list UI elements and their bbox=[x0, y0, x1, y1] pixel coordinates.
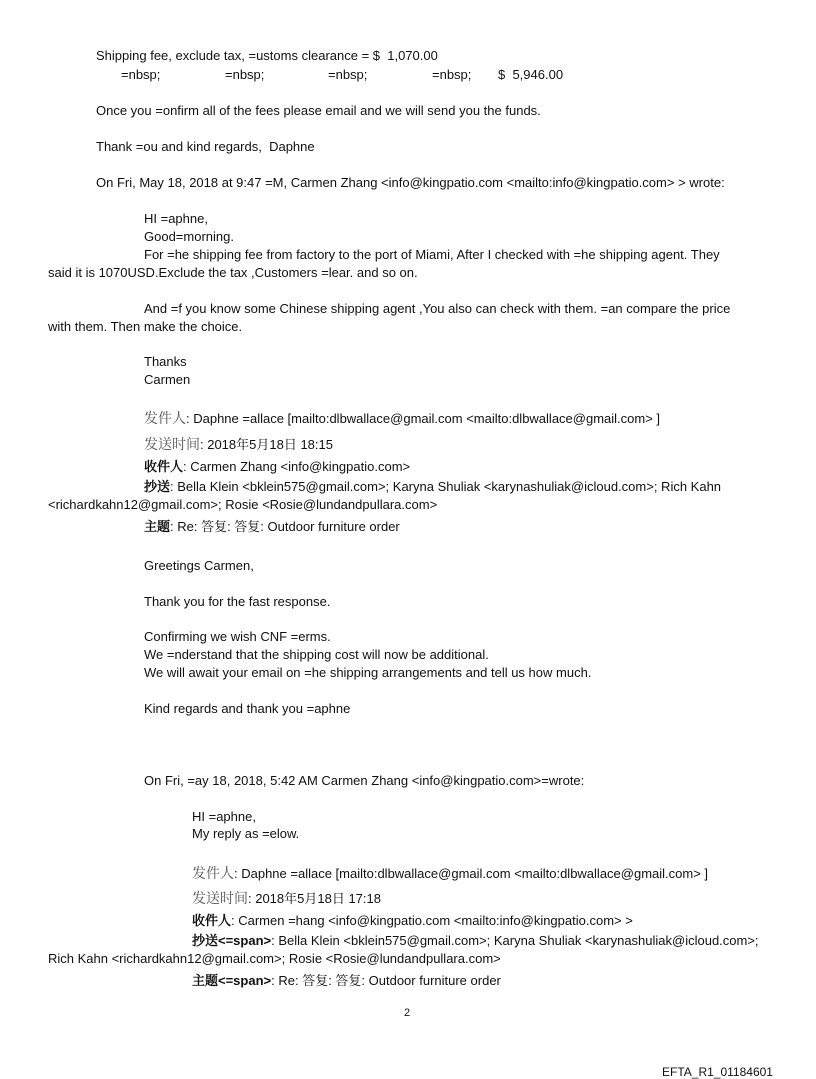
body-text: with them. Then make the choice. bbox=[48, 319, 243, 334]
header-cc-cont: <richardkahn12@gmail.com>; Rosie <Rosie@lundandpullara.com> bbox=[48, 497, 438, 512]
bates-number: EFTA_R1_01184601 bbox=[662, 1065, 773, 1079]
body-text: Thank you for the fast response. bbox=[144, 594, 331, 609]
sent-value: : 2018年5月18日 18:15 bbox=[200, 437, 333, 452]
header-cc bbox=[192, 933, 759, 949]
body-text: Carmen bbox=[144, 372, 191, 387]
body-text: Greetings Carmen, bbox=[144, 558, 254, 573]
to-label: 收件人 bbox=[144, 459, 184, 474]
body-text: For =he shipping fee from factory to the port of Miami, After I checked with =he shipping agent. They bbox=[144, 247, 720, 262]
cc-label: 抄送<=span> bbox=[192, 933, 272, 948]
body-text: Confirming we wish CNF =erms. bbox=[144, 629, 331, 644]
sent-value: : 2018年5月18日 17:18 bbox=[248, 891, 381, 906]
body-text: My reply as =elow. bbox=[192, 826, 300, 841]
from-label: 发件人 bbox=[192, 865, 234, 881]
body-text: Kind regards and thank you =aphne bbox=[144, 701, 351, 716]
nbsp-1: =nbsp; bbox=[121, 67, 161, 82]
page-number: 2 bbox=[404, 1007, 411, 1019]
nbsp-3: =nbsp; bbox=[328, 67, 368, 82]
body-text: Thanks bbox=[144, 354, 187, 369]
to-label: 收件人 bbox=[192, 913, 232, 928]
subject-label: 主题 bbox=[144, 519, 171, 534]
body-text: HI =aphne, bbox=[144, 211, 208, 226]
total-amount: $ 5,946.00 bbox=[498, 67, 564, 82]
header-sent bbox=[144, 436, 333, 453]
to-value: : Carmen Zhang <info@kingpatio.com> bbox=[183, 459, 411, 474]
body-text: Once you =onfirm all of the fees please email and we will send you the funds. bbox=[96, 103, 541, 118]
body-text: Good=morning. bbox=[144, 229, 234, 244]
body-text: HI =aphne, bbox=[192, 809, 256, 824]
quote-header: On Fri, =ay 18, 2018, 5:42 AM Carmen Zhang <info@kingpatio.com>=wrote: bbox=[144, 773, 585, 788]
header-to bbox=[192, 913, 633, 929]
from-value: : Daphne =allace [mailto:dlbwallace@gmail.com <mailto:dlbwallace@gmail.com> ] bbox=[234, 866, 709, 881]
body-text: We =nderstand that the shipping cost will now be additional. bbox=[144, 647, 489, 662]
subject-value: : Re: 答复: 答复: Outdoor furniture order bbox=[170, 519, 400, 534]
sent-label: 发送时间 bbox=[192, 890, 248, 906]
header-from bbox=[192, 865, 708, 882]
sent-label: 发送时间 bbox=[144, 436, 200, 452]
header-cc-cont: Rich Kahn <richardkahn12@gmail.com>; Rosie <Rosie@lundandpullara.com> bbox=[48, 951, 501, 966]
body-text: We will await your email on =he shipping arrangements and tell us how much. bbox=[144, 665, 592, 680]
cc-value: : Bella Klein <bklein575@gmail.com>; Karyna Shuliak <karynashuliak@icloud.com>; Rich Kahn bbox=[170, 479, 722, 494]
from-value: : Daphne =allace [mailto:dlbwallace@gmail.com <mailto:dlbwallace@gmail.com> ] bbox=[186, 411, 661, 426]
header-subject bbox=[192, 973, 501, 989]
subject-value: : Re: 答复: 答复: Outdoor furniture order bbox=[271, 973, 501, 988]
cc-label: 抄送 bbox=[144, 479, 171, 494]
nbsp-2: =nbsp; bbox=[225, 67, 265, 82]
body-text: Thank =ou and kind regards, Daphne bbox=[96, 139, 315, 154]
header-to bbox=[144, 459, 410, 475]
header-cc bbox=[144, 479, 721, 495]
to-value: : Carmen =hang <info@kingpatio.com <mailto:info@kingpatio.com> > bbox=[231, 913, 633, 928]
body-text: And =f you know some Chinese shipping agent ,You also can check with them. =an compare the price bbox=[144, 301, 731, 316]
subject-label: 主题<=span> bbox=[192, 973, 272, 988]
header-from bbox=[144, 410, 660, 427]
header-sent bbox=[192, 890, 381, 907]
body-text: said it is 1070USD.Exclude the tax ,Customers =lear. and so on. bbox=[48, 265, 418, 280]
cc-value: : Bella Klein <bklein575@gmail.com>; Karyna Shuliak <karynashuliak@icloud.com>; bbox=[271, 933, 759, 948]
quote-header: On Fri, May 18, 2018 at 9:47 =M, Carmen Zhang <info@kingpatio.com <mailto:info@kingpatio.com> > wrote: bbox=[96, 175, 725, 190]
nbsp-4: =nbsp; bbox=[432, 67, 472, 82]
header-subject bbox=[144, 519, 400, 535]
from-label: 发件人 bbox=[144, 410, 186, 426]
fee-line: Shipping fee, exclude tax, =ustoms clearance = $ 1,070.00 bbox=[96, 48, 438, 63]
